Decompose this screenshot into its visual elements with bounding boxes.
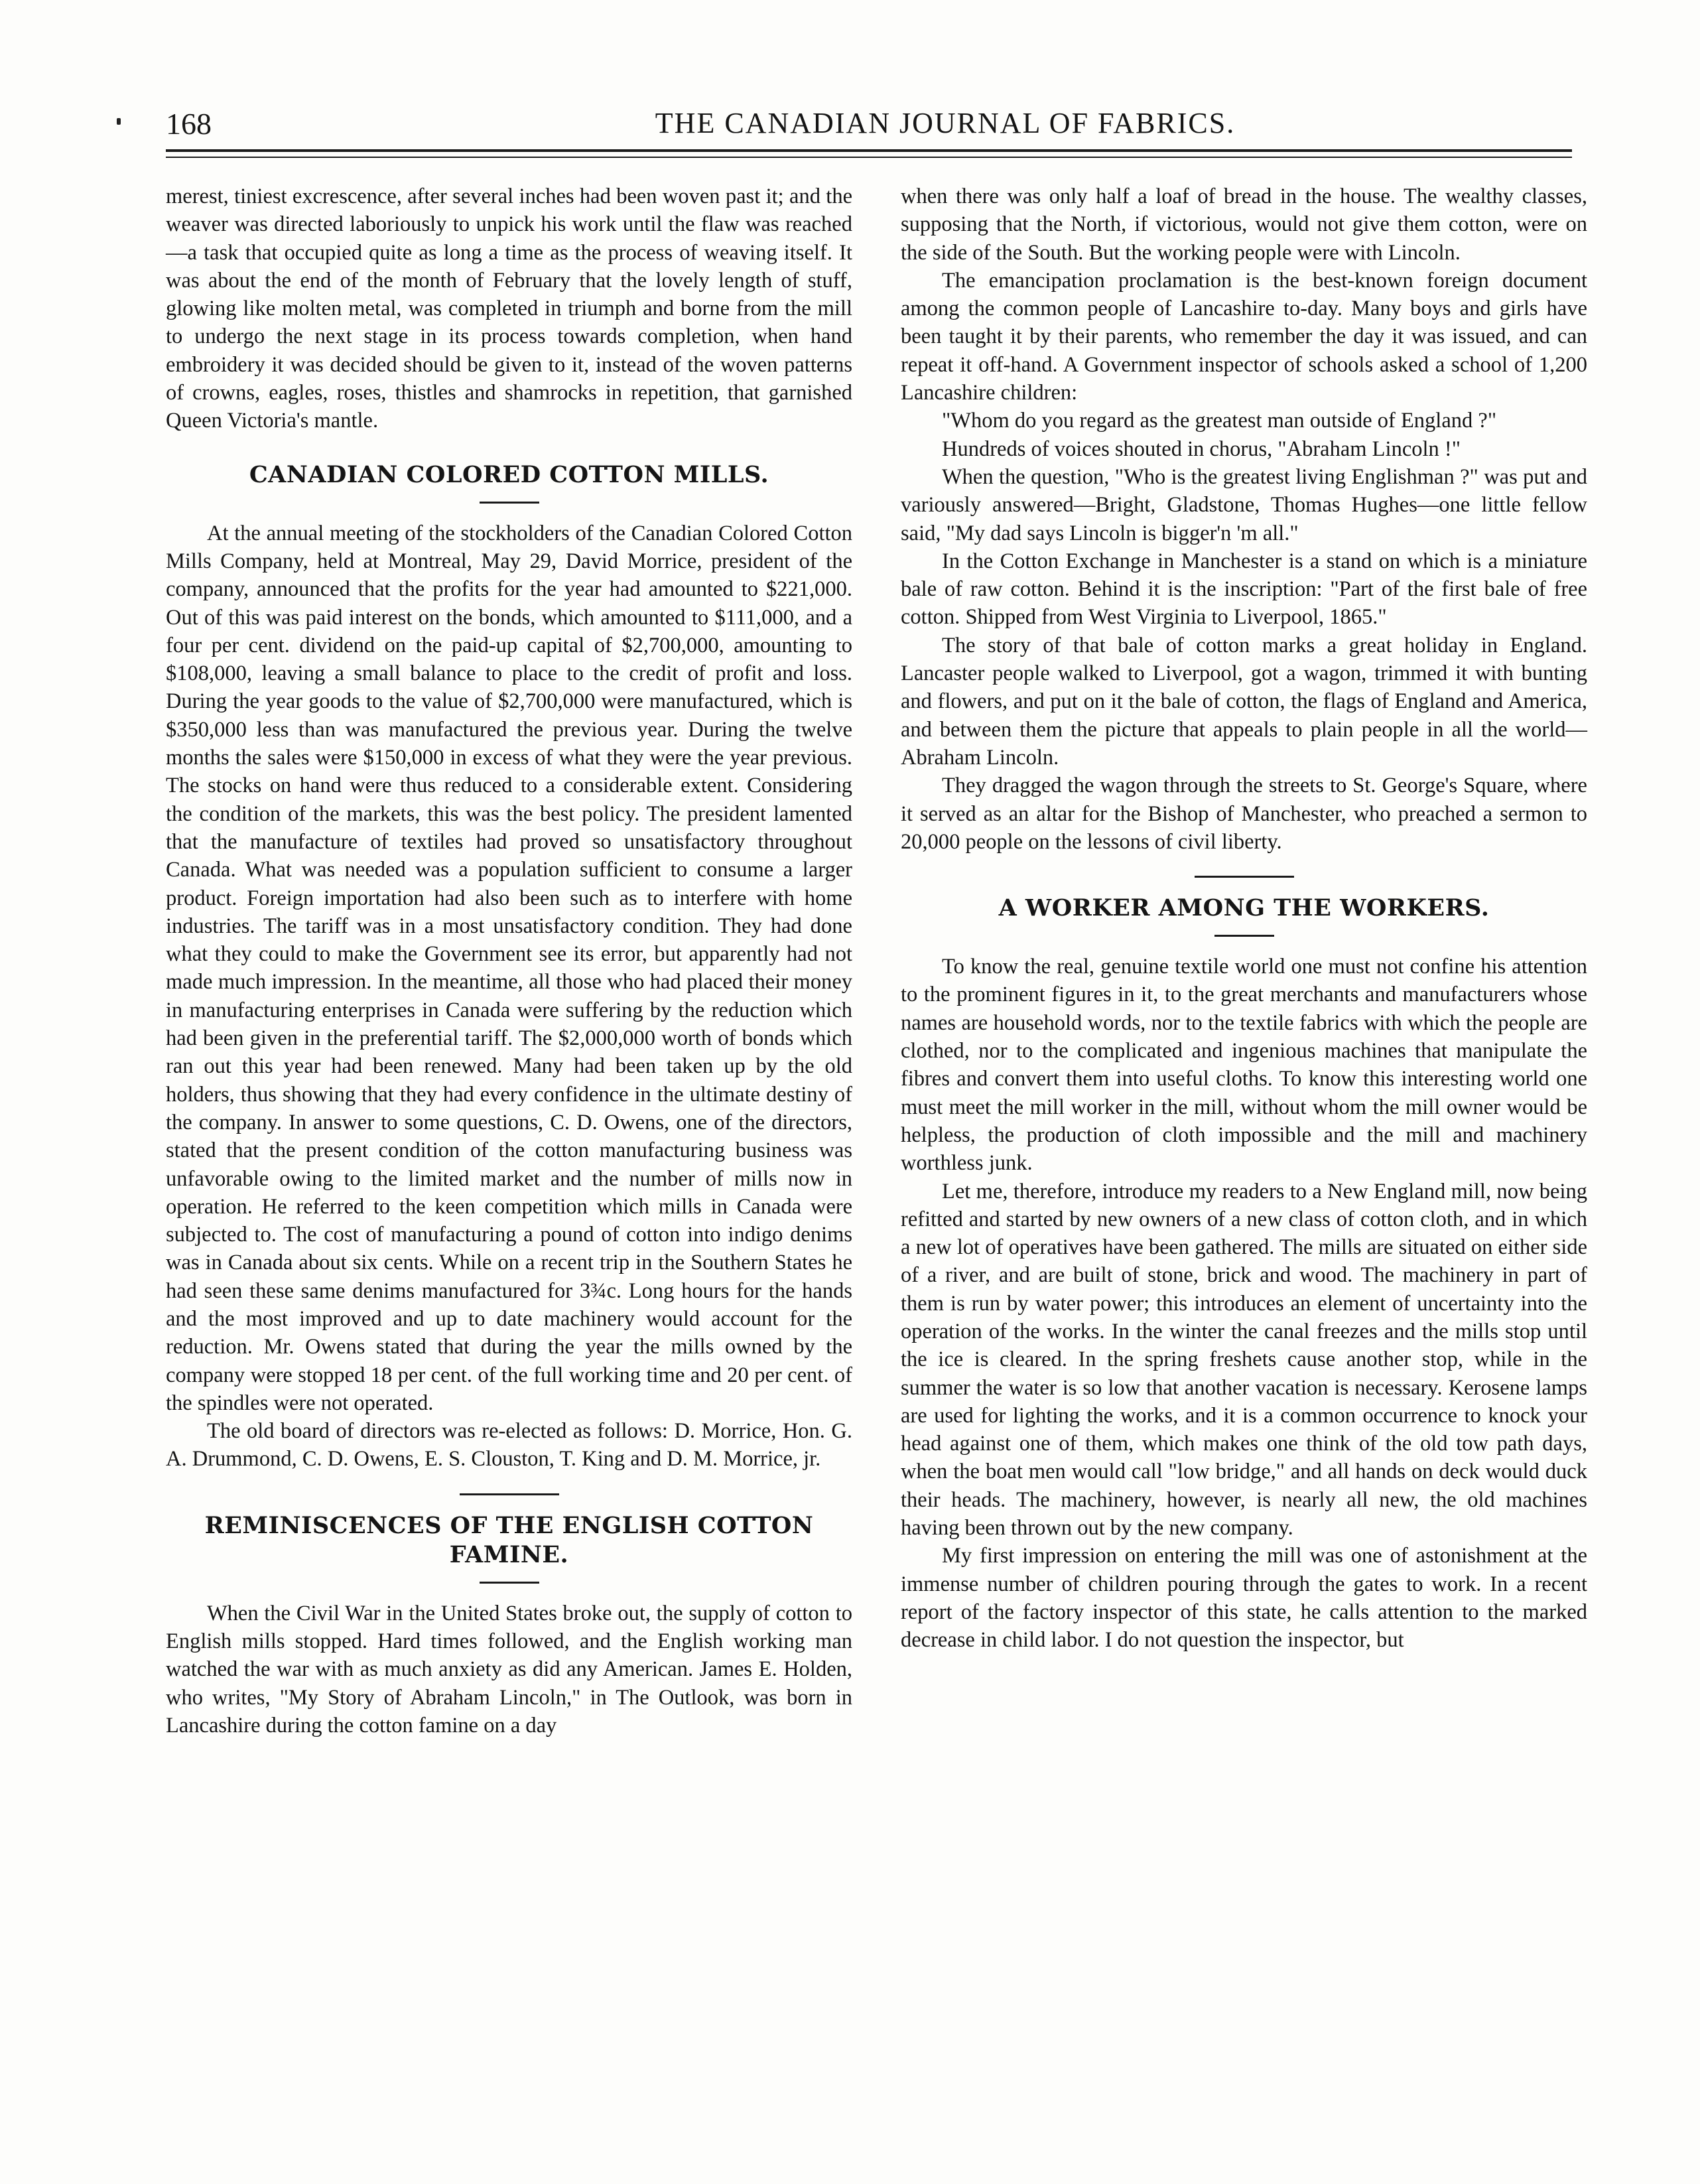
journal-title: THE CANADIAN JOURNAL OF FABRICS. [655,107,1236,139]
title-rule [480,1582,539,1584]
page-number: 168 [166,107,212,141]
article-paragraph: When the Civil War in the United States broke out, the supply of cotton to English mills stopped. Hard times followed, and the English working man watched the war with as much anxiety as did any American. James E. Holden, who writes, "My Story of Abraham Lincoln," in The Outlook, was born in Lancashire during the cotton famine on a day [166,1601,852,1738]
page-header [119,106,1599,153]
title-rule [1214,935,1274,937]
article-title-worker-among-workers: A WORKER AMONG THE WORKERS. [998,894,1490,922]
article-paragraph: When the question, "Who is the greatest living Englishman ?" was put and variously answered—Bright, Gladstone, Thomas Hughes—one little fellow said, "My dad says Lincoln is bigger'n 'm all." [901,464,1587,545]
section-rule [460,1493,559,1495]
header-rule-thin [166,157,1572,158]
right-column [901,182,1587,1655]
article-paragraph: The emancipation proclamation is the best-known foreign document among the common people of Lancashire to-day. Many boys and girls have been taught it by their parents, who remember the day it was issued, and can repeat it off-hand. A Government inspector of schools asked a school of 1,200 Lancashire children: [901,268,1587,405]
article-paragraph: The story of that bale of cotton marks a great holiday in England. Lancaster people walked to Liverpool, got a wagon, trimmed it with bunting and flowers, and put on it the bale of cotton, the flags of England and America, and between them the picture that appeals to plain people in all the world—Abraham Lincoln. [901,633,1587,770]
article-paragraph: Hundreds of voices shouted in chorus, "Abraham Lincoln !" [942,437,1461,461]
continued-paragraph: merest, tiniest excrescence, after several inches had been woven past it; and the weaver was directed laboriously to unpick his work until the flaw was reached—a task that occupied quite as long a time as the process of weaving itself. It was about the end of the month of February that the lovely length of stuff, glowing like molten metal, was completed in triumph and borne from the mill to undergo the next stage in its process towards completion, when hand embroidery it was decided should be given to it, instead of the woven patterns of crowns, eagles, roses, thistles and shamrocks in repetition, that garnished Queen Victoria's mantle. [166,184,852,433]
article-paragraph: My first impression on entering the mill was one of astonishment at the immense number of children pouring through the gates to work. In a recent report of the factory inspector of this state, he calls attention to the marked decrease in child labor. I do not question the inspector, but [901,1544,1587,1653]
article-title-canadian-colored-cotton-mills: CANADIAN COLORED COTTON MILLS. [249,460,769,488]
article-title-reminiscences: REMINISCENCES OF THE ENGLISH COTTON FAMINE. [204,1511,814,1568]
article-paragraph: At the annual meeting of the stockholders of the Canadian Colored Cotton Mills Company, held at Montreal, May 29, David Morrice, president of the company, announced that the profits for the year had amounted to $221,000. Out of this was paid interest on the bonds, which amounted to $111,000, and a four per cent. dividend on the paid-up capital of $2,700,000, amounting to $108,000, leaving a small balance to place to the credit of profit and loss. During the year goods to the value of $2,700,000 were manufactured, which is $350,000 less than was manufactured the previous year. During the twelve months the sales were $150,000 in excess of what they were the year previous. The stocks on hand were thus reduced to a considerable extent. Considering the condition of the markets, this was the best policy. The president lamented that the manufacture of textiles had proved so unsatisfactory throughout Canada. What was needed was a population sufficient to consume a larger product. Foreign importation had also been such as to interfere with home industries. The tariff was in a most unsatisfactory condition. They had done what they could to make the Government see its error, but apparently had not made much impression. In the meantime, all those who had placed their money in manufacturing enterprises in Canada were suffering by the reduction which had been given in the preferential tariff. The $2,000,000 worth of bonds which ran out this year had been renewed. Many had been taken up by the old holders, thus showing that they had every confidence in the ultimate destiny of the company. In answer to some questions, C. D. Owens, one of the directors, stated that the present condition of the cotton manufacturing business was unfavorable owing to the limited market and the number of mills now in operation. He referred to the keen competition which mills in Canada were subjected to. The cost of manufacturing a pound of cotton into indigo denims was in Canada about six cents. While on a recent trip in the Southern States he had seen these same denims manufactured for 3¾c. Long hours for the hands and the most improved and up to date machinery would account for the reduction. Mr. Owens stated that during the year the mills owned by the company were stopped 18 per cent. of the full working time and 20 per cent. of the spindles were not operated. [166,521,852,1415]
article-paragraph: To know the real, genuine textile world one must not confine his attention to the prominent figures in it, to the great merchants and manufacturers whose names are household words, nor to the textile fabrics with which the people are clothed, nor to the complicated and ingenious machines that manipulate the fibres and convert them into useful cloths. To know this interesting world one must meet the mill worker in the mill, without whom the mill owner would be helpless, the production of cloth impossible and the mill and machinery worthless junk. [901,955,1587,1176]
title-rule [480,502,539,504]
article-paragraph: In the Cotton Exchange in Manchester is a stand on which is a miniature bale of raw cotton. Behind it is the inscription: "Part of the first bale of free cotton. Shipped from West Virginia to Liverpool, 1865." [901,549,1587,630]
article-paragraph: They dragged the wagon through the streets to St. George's Square, where it served as an altar for the Bishop of Manchester, who preached a sermon to 20,000 people on the lessons of civil liberty. [901,774,1587,854]
article-paragraph: The old board of directors was re-elected as follows: D. Morrice, Hon. G. A. Drummond, C. D. Owens, E. S. Clouston, T. King and D. M. Morrice, jr. [166,1419,852,1471]
article-paragraph: "Whom do you regard as the greatest man outside of England ?" [942,409,1497,433]
article-paragraph: Let me, therefore, introduce my readers to a New England mill, now being refitted and started by new owners of a new class of cotton cloth, and in which a new lot of operatives have been gathered. The mills are situated on either side of a river, and are built of stone, brick and wood. The machinery in part of them is run by water power; this introduces an element of uncertainty into the operation of the works. In the winter the canal freezes and the mills stop until the ice is cleared. In the spring freshets cause another stop, while in the summer the water is so low that another vacation is necessary. Kerosene lamps are used for lighting the works, and it is a common occurrence to knock your head against one of them, which makes one think of the old tow path days, when the boat men would call "low bridge," and all hands on deck would duck their heads. The machinery, however, is nearly all new, the old machines having been thrown out by the new company. [901,1179,1587,1540]
section-rule [1195,876,1294,878]
header-rule-thick [166,149,1572,152]
continued-paragraph: when there was only half a loaf of bread in the house. The wealthy classes, supposing that the North, if victorious, would not give them cotton, were on the side of the South. But the working people were with Lincoln. [901,184,1587,265]
left-column [166,182,852,1740]
